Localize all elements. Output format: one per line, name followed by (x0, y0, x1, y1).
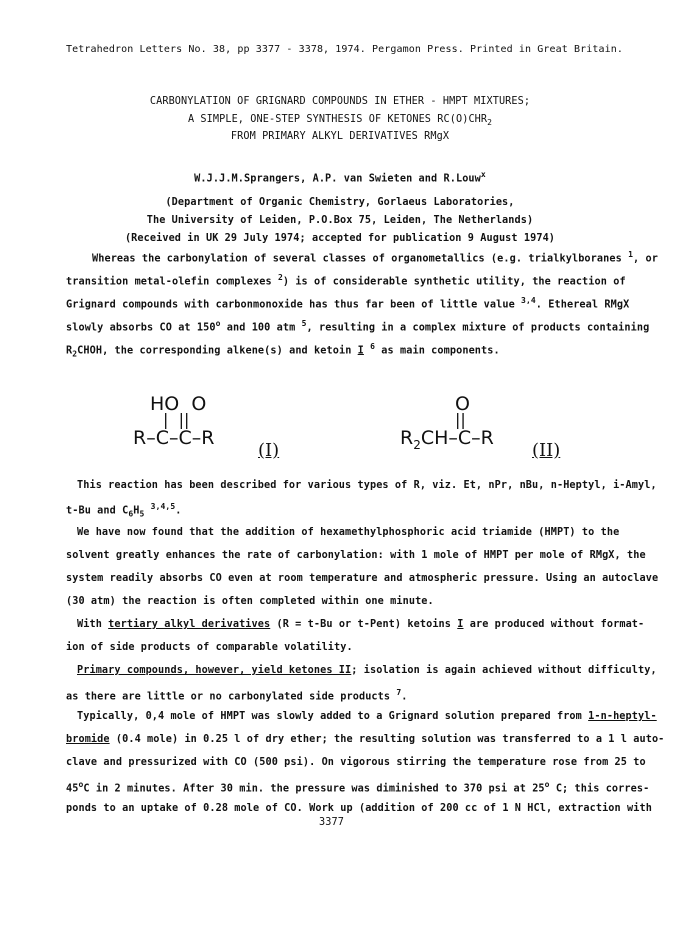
para3-line-4: (30 atm) the reaction is often completed within one minute. (66, 596, 434, 607)
page-number: 3377 (319, 817, 344, 828)
affiliation-line-2: The University of Leiden, P.O.Box 75, Leiden, The Netherlands) (146, 215, 534, 226)
structure-1-label: (I) (258, 440, 280, 461)
structure-1-bonds: | || (163, 410, 190, 429)
para1-line-1: Whereas the carbonylation of several classes of organometallics (e.g. trialkylboranes $^1$, or (92, 250, 658, 265)
para1-line-2: transition metal-olefin complexes $^2$) is of considerable synthetic utility, the reaction of (66, 273, 626, 288)
structure-2-top-atom: O (455, 393, 470, 415)
para5-line-1: Primary compounds, however, yield ketones II; isolation is again achieved without difficulty, (77, 665, 657, 676)
para2-line-2: t-Bu and $C_6H_5$ $^{3,4,5}$. (66, 502, 182, 519)
structure-2-chain: $R_2CH-C-R$ (400, 427, 494, 452)
title-line-1: CARBONYLATION OF GRIGNARD COMPOUNDS IN ETHER - HMPT MIXTURES; (149, 96, 531, 107)
title-line-2: A SIMPLE, ONE-STEP SYNTHESIS OF KETONES $RC(O)CHR_2$ (187, 114, 493, 128)
journal-header: Tetrahedron Letters No. 38, pp 3377 - 3378, 1974. Pergamon Press. Printed in Great Britain. (66, 44, 623, 55)
para2-line-1: This reaction has been described for various types of R, viz. Et, nPr, nBu, n-Heptyl, i-Amyl, (77, 480, 657, 491)
para3-line-3: system readily absorbs CO even at room temperature and atmospheric pressure. Using an autoclave (66, 573, 659, 584)
para1-line-5: $R_2CHOH$, the corresponding alkene(s) and ketoin I $^6$ as main components. (66, 342, 500, 359)
structure-2-label: (II) (532, 440, 561, 461)
received-dates: (Received in UK 29 July 1974; accepted for publication 9 August 1974) (124, 233, 556, 244)
para3-line-2: solvent greatly enhances the rate of carbonylation: with 1 mole of HMPT per mole of RMgX, the (66, 550, 646, 561)
structure-2-bonds: || (455, 410, 466, 429)
para3-line-1: We have now found that the addition of hexamethylphosphoric acid triamide (HMPT) to the (77, 527, 620, 538)
title-line-3: FROM PRIMARY ALKYL DERIVATIVES RMgX (230, 131, 450, 142)
para6-line-5: ponds to an uptake of 0.28 mole of CO. Work up (addition of 200 cc of 1 N HCl, extraction with (66, 803, 652, 814)
para6-line-4: 45$^o$C in 2 minutes. After 30 min. the pressure was diminished to 370 psi at 25$^o$ C; this corres- (66, 780, 650, 795)
para4-line-2: ion of side products of comparable volatility. (66, 642, 353, 653)
para6-line-2: bromide (0.4 mole) in 0.25 l of dry ether; the resulting solution was transferred to a 1 l auto- (66, 734, 665, 745)
para6-line-3: clave and pressurized with CO (500 psi). On vigorous stirring the temperature rose from 25 to (66, 757, 646, 768)
para5-line-2: as there are little or no carbonylated side products $^7$. (66, 688, 408, 703)
para4-line-1: With tertiary alkyl derivatives (R = t-Bu or t-Pent) ketoins I are produced without format- (77, 619, 645, 630)
authors: W.J.J.M.Sprangers, A.P. van Swieten and R.Louw$^x$ (194, 170, 486, 185)
para1-line-3: Grignard compounds with carbonmonoxide has thus far been of little value $^{3,4}$. Ethereal RMgX (66, 296, 630, 311)
para6-line-1: Typically, 0,4 mole of HMPT was slowly added to a Grignard solution prepared from 1-n-heptyl- (77, 711, 657, 722)
structure-1-top-atoms: HO O (150, 393, 207, 415)
para1-line-4: slowly absorbs CO at 150$^o$ and 100 atm $^5$, resulting in a complex mixture of products containing (66, 319, 650, 334)
affiliation-line-1: (Department of Organic Chemistry, Gorlaeus Laboratories, (165, 197, 515, 208)
structure-1-chain: R–C–C–R (133, 427, 215, 449)
